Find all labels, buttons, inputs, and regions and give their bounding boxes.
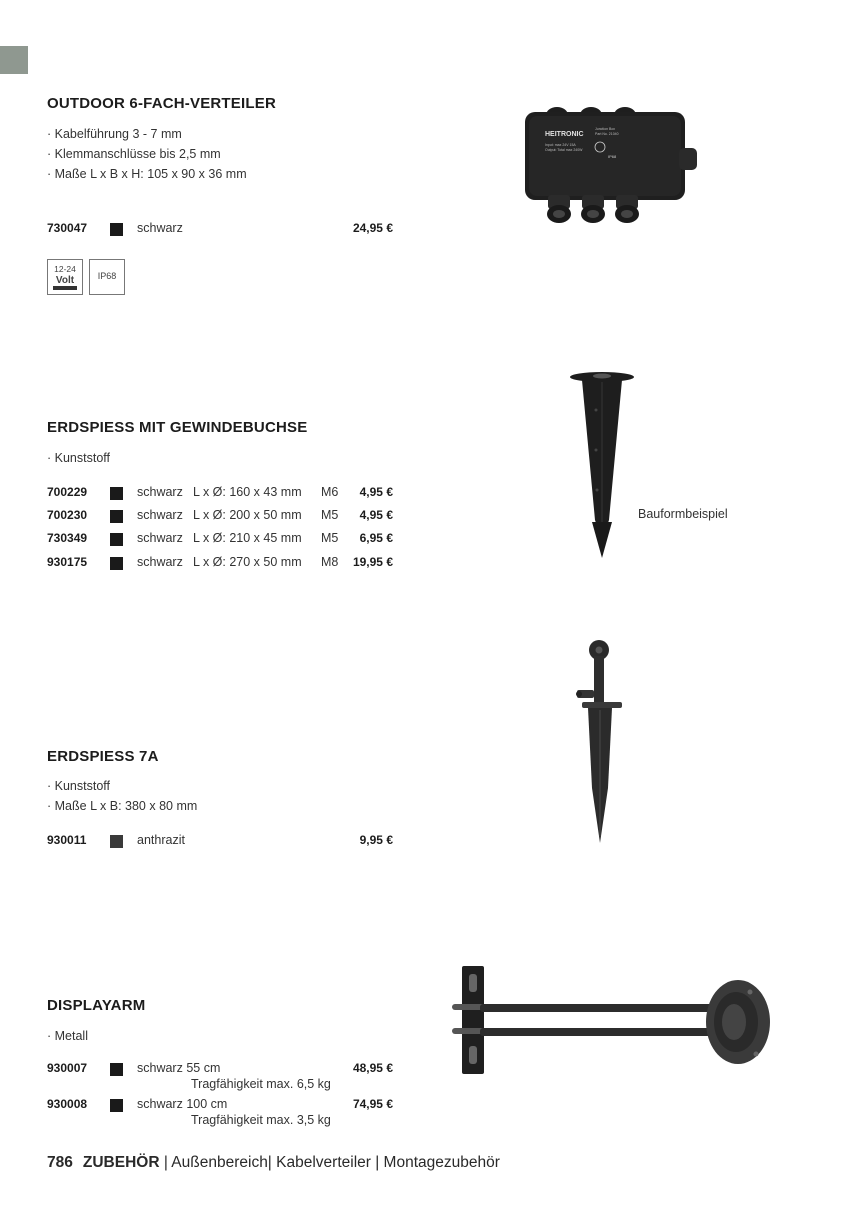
feature-item: · Klemmanschlüsse bis 2,5 mm <box>47 147 221 161</box>
svg-text:IP68: IP68 <box>608 154 617 159</box>
product-features <box>47 124 247 184</box>
article-number: 700230 <box>47 508 88 522</box>
color-label: schwarz <box>137 221 183 235</box>
price: 24,95 € <box>352 221 393 235</box>
product-features <box>47 1026 88 1046</box>
dimensions: L x Ø: 210 x 45 mm <box>193 531 302 545</box>
breadcrumb: | Außenbereich| Kabelverteiler | Montagezubehör <box>163 1154 500 1171</box>
ground-spike-7a-image <box>570 638 630 846</box>
article-number: 930008 <box>47 1097 88 1111</box>
thread-size: M8 <box>321 555 339 569</box>
size: 55 cm <box>186 1061 221 1075</box>
feature-item: · Maße L x B: 380 x 80 mm <box>47 799 198 813</box>
dimensions: L x Ø: 200 x 50 mm <box>193 508 302 522</box>
product-title: DISPLAYARM <box>47 997 146 1014</box>
color-label: schwarz 55 cm <box>137 1061 221 1075</box>
price: 74,95 € <box>352 1097 393 1111</box>
color-swatch <box>110 510 123 523</box>
price: 6,95 € <box>359 531 393 545</box>
color-swatch <box>110 533 123 546</box>
variant-row <box>47 221 407 239</box>
svg-text:Output: Total max 240W: Output: Total max 240W <box>545 148 583 152</box>
junction-box-image <box>515 100 700 230</box>
variant-row <box>47 833 407 851</box>
thread-size: M6 <box>321 485 339 499</box>
feature-item: · Maße L x B x H: 105 x 90 x 36 mm <box>47 167 247 181</box>
product-title: ERDSPIESS MIT GEWINDEBUCHSE <box>47 419 308 436</box>
load-capacity: Tragfähigkeit max. 6,5 kg <box>191 1077 331 1091</box>
price: 4,95 € <box>359 485 393 499</box>
color-label: schwarz <box>137 485 183 499</box>
variant-row <box>47 508 407 526</box>
color-swatch <box>110 223 123 236</box>
product-features <box>47 448 110 468</box>
load-capacity: Tragfähigkeit max. 3,5 kg <box>191 1113 331 1127</box>
price: 9,95 € <box>359 833 393 847</box>
category-label: ZUBEHÖR <box>82 1154 160 1171</box>
color-swatch <box>110 557 123 570</box>
price: 19,95 € <box>352 555 393 569</box>
color-swatch <box>110 487 123 500</box>
feature-item: · Kabelführung 3 - 7 mm <box>47 127 182 141</box>
color-label: schwarz 100 cm <box>137 1097 228 1111</box>
voltage-badge-icon: 12-24 Volt <box>47 259 83 295</box>
dimensions: L x Ø: 270 x 50 mm <box>193 555 302 569</box>
feature-item: · Kunststoff <box>47 451 110 465</box>
thread-size: M5 <box>321 508 339 522</box>
color-swatch <box>110 835 123 848</box>
variant-row <box>47 531 407 549</box>
display-arm-image <box>450 962 772 1078</box>
color-label: schwarz <box>137 531 183 545</box>
variant-row <box>47 485 407 503</box>
color-label: anthrazit <box>137 833 185 847</box>
page-footer <box>47 1154 500 1172</box>
variant-row <box>47 555 407 573</box>
product-title: OUTDOOR 6-FACH-VERTEILER <box>47 95 276 112</box>
color-swatch <box>110 1063 123 1076</box>
dimensions: L x Ø: 160 x 43 mm <box>193 485 302 499</box>
article-number: 930175 <box>47 555 88 569</box>
ground-spike-image <box>566 370 638 560</box>
color-label: schwarz <box>137 555 183 569</box>
color-swatch <box>110 1099 123 1112</box>
svg-text:Part No. 21040: Part No. 21040 <box>595 132 619 136</box>
article-number: 930011 <box>47 833 87 847</box>
article-number: 730047 <box>47 221 88 235</box>
feature-item: · Kunststoff <box>47 779 110 793</box>
variant-row <box>47 1061 407 1095</box>
price: 4,95 € <box>359 508 393 522</box>
svg-text:Junction Box: Junction Box <box>595 127 616 131</box>
brand-label: HEITRONIC <box>545 131 584 138</box>
size: 100 cm <box>186 1097 228 1111</box>
page-number: 786 <box>47 1154 73 1171</box>
image-caption: Bauformbeispiel <box>638 507 728 521</box>
thread-size: M5 <box>321 531 339 545</box>
svg-text:Input: max 24V 15A: Input: max 24V 15A <box>545 143 576 147</box>
product-features <box>47 776 197 816</box>
price: 48,95 € <box>352 1061 393 1075</box>
feature-item: · Metall <box>47 1029 88 1043</box>
section-tab-marker <box>0 46 28 74</box>
variant-row <box>47 1097 407 1131</box>
ip68-badge-icon: IP68 <box>89 259 125 295</box>
color-label: schwarz <box>137 508 183 522</box>
article-number: 700229 <box>47 485 88 499</box>
article-number: 730349 <box>47 531 88 545</box>
article-number: 930007 <box>47 1061 88 1075</box>
product-title: ERDSPIESS 7A <box>47 748 159 765</box>
